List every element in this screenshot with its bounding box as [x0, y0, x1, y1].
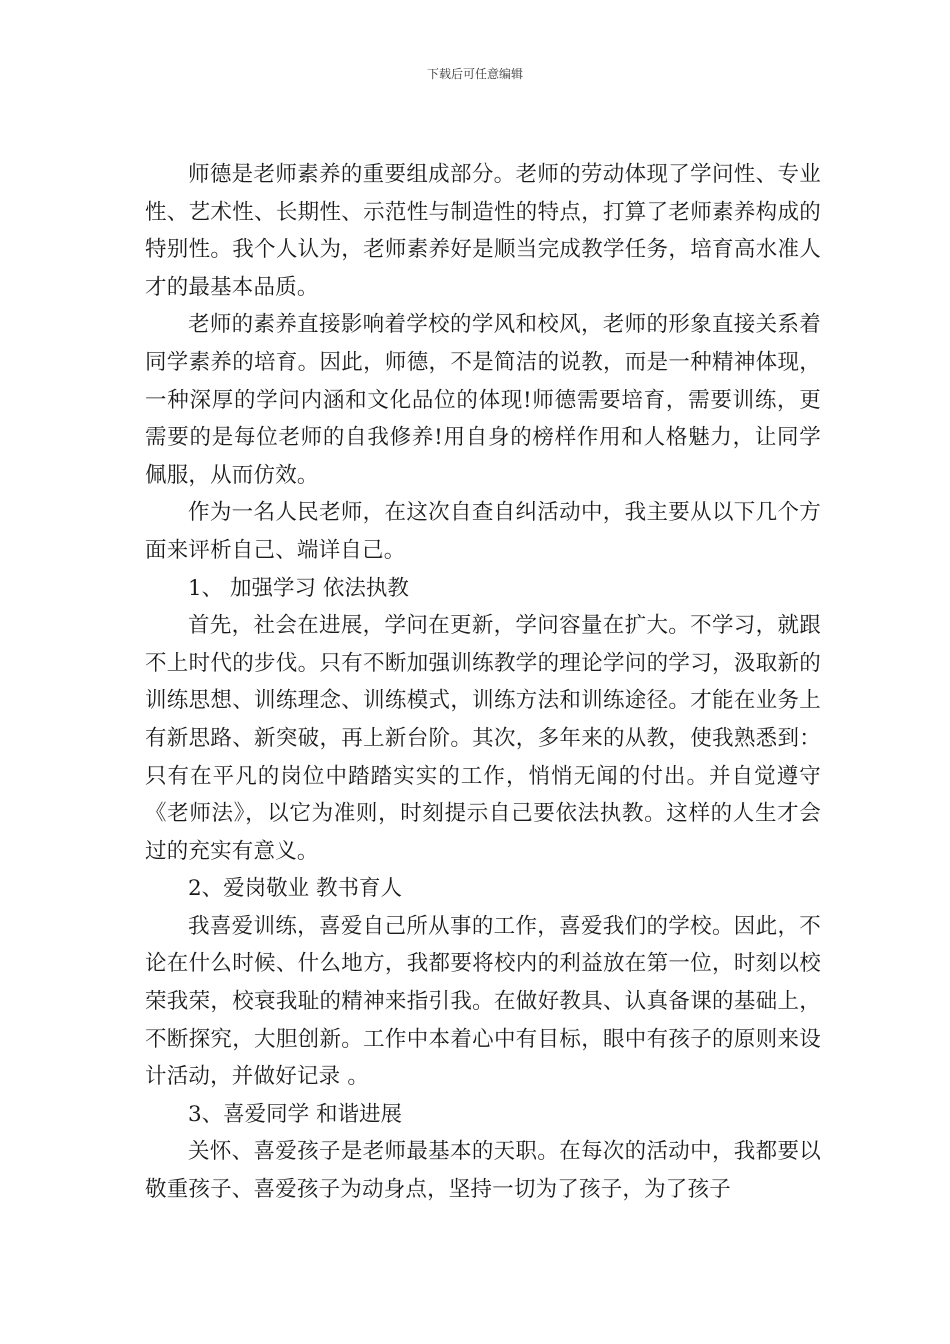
document-body — [145, 156, 821, 1209]
paragraph-care: 关怀、喜爱孩子是老师最基本的天职。在每次的活动中，我都要以敬重孩子、喜爱孩子为动身点，坚持一切为了孩子，为了孩子 — [145, 1139, 821, 1203]
paragraph-intro: 师德是老师素养的重要组成部分。老师的劳动体现了学问性、专业性、艺术性、长期性、示范性与制造性的特点，打算了老师素养构成的特别性。我个人认为，老师素养好是顺当完成教学任务，培育高水准人才的最基本品质。 — [145, 162, 821, 300]
paragraph-self-review: 作为一名人民老师，在这次自查自纠活动中，我主要从以下几个方面来评析自己、端详自己。 — [145, 500, 821, 563]
section-heading-2: 2、爱岗敬业 教书育人 — [188, 876, 403, 902]
paragraph-influence: 老师的素养直接影响着学校的学风和校风，老师的形象直接关系着同学素养的培育。因此，师德，不是简洁的说教，而是一种精神体现，一种深厚的学问内涵和文化品位的体现!师德需要培育，需要训练，更需要的是每位老师的自我修养!用自身的榜样作用和人格魅力，让同学佩服，从而仿效。 — [145, 312, 821, 488]
page-header-note: 下载后可任意编辑 — [426, 67, 523, 81]
section-heading-3: 3、喜爱同学 和谐进展 — [188, 1101, 403, 1127]
paragraph-study: 首先，社会在进展，学问在更新，学问容量在扩大。不学习，就跟不上时代的步伐。只有不断加强训练教学的理论学问的学习，汲取新的训练思想、训练理念、训练模式，训练方法和训练途径。才能在业务上有新思路、新突破，再上新台阶。其次，多年来的从教，使我熟悉到：只有在平凡的岗位中踏踏实实的工作，悄悄无闻的付出。并自觉遵守《老师法》，以它为准则，时刻提示自己要依法执教。这样的人生才会过的充实有意义。 — [145, 613, 821, 864]
section-heading-1: 1、 加强学习 依法执教 — [188, 575, 409, 601]
paragraph-dedication: 我喜爱训练，喜爱自己所从事的工作，喜爱我们的学校。因此，不论在什么时候、什么地方，我都要将校内的利益放在第一位，时刻以校荣我荣，校衰我耻的精神来指引我。在做好教具、认真备课的基础上，不断探究，大胆创新。工作中本着心中有目标，眼中有孩子的原则来设计活动，并做好记录 。 — [145, 913, 821, 1090]
